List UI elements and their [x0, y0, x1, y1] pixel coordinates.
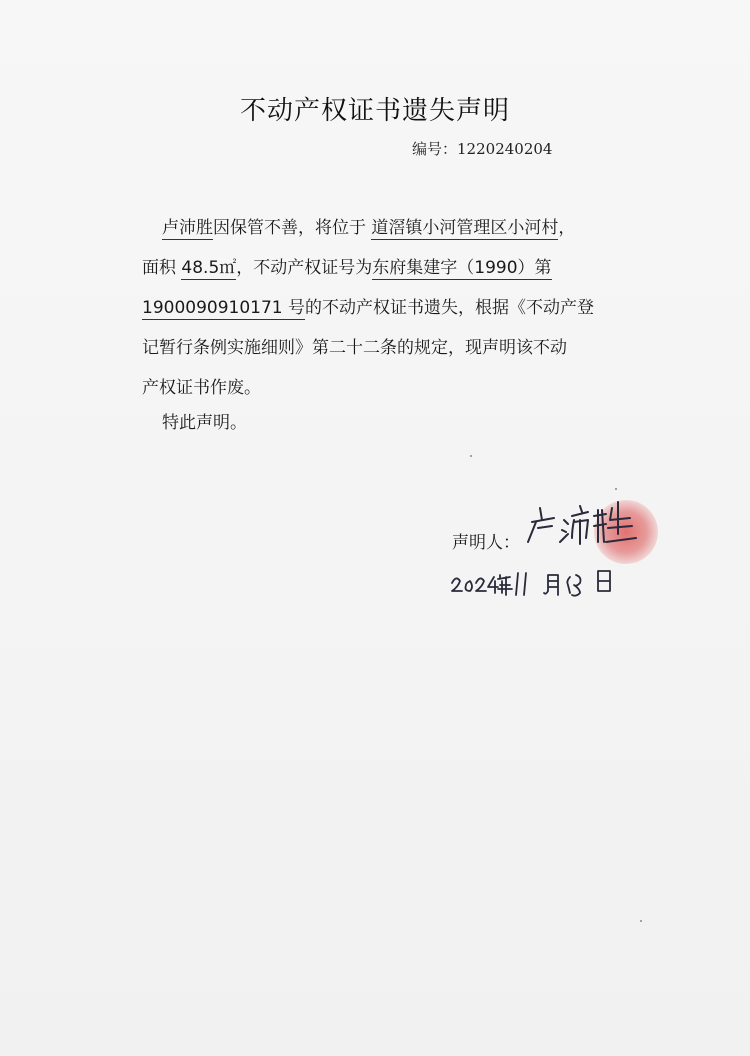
property-area: 48.5㎡: [181, 258, 237, 278]
paper-speck: [470, 455, 472, 457]
owner-name: 卢沛胜: [162, 218, 213, 238]
closing-statement: 特此声明。: [162, 413, 247, 433]
body-line-1: [162, 208, 682, 248]
paper-speck: [640, 920, 642, 922]
body-line-3: [142, 288, 682, 328]
body-line-2: [142, 248, 682, 288]
body-line-3-text: 的不动产权证书遗失，根据《不动产登: [305, 298, 595, 318]
declaration-body: [142, 208, 682, 408]
body-line-1-text: 因保管不善，将位于: [213, 218, 372, 238]
area-prefix: 面积: [142, 258, 182, 278]
document-number: [412, 138, 552, 159]
body-line-4: 记暂行条例实施细则》第二十二条的规定，现声明该不动: [142, 338, 567, 358]
document-number-label: 编号：: [412, 140, 458, 158]
body-line-1-end: ，: [558, 218, 576, 238]
document-title: 不动产权证书遗失声明: [239, 96, 510, 126]
certificate-number-part2: 1900090910171 号: [142, 298, 306, 318]
document-number-value: 1220240204: [457, 140, 553, 158]
declarant-label: 声明人：: [452, 533, 520, 553]
body-line-2-mid: ，不动产权证号为: [236, 258, 373, 278]
paper-speck: [615, 488, 617, 490]
property-location: 道滘镇小河管理区小河村: [371, 218, 559, 238]
handwritten-signature: [522, 498, 642, 548]
handwritten-date: [448, 563, 628, 599]
body-line-5: 产权证书作废。: [142, 378, 261, 398]
certificate-number-part1: 东府集建字（1990）第: [372, 258, 552, 278]
